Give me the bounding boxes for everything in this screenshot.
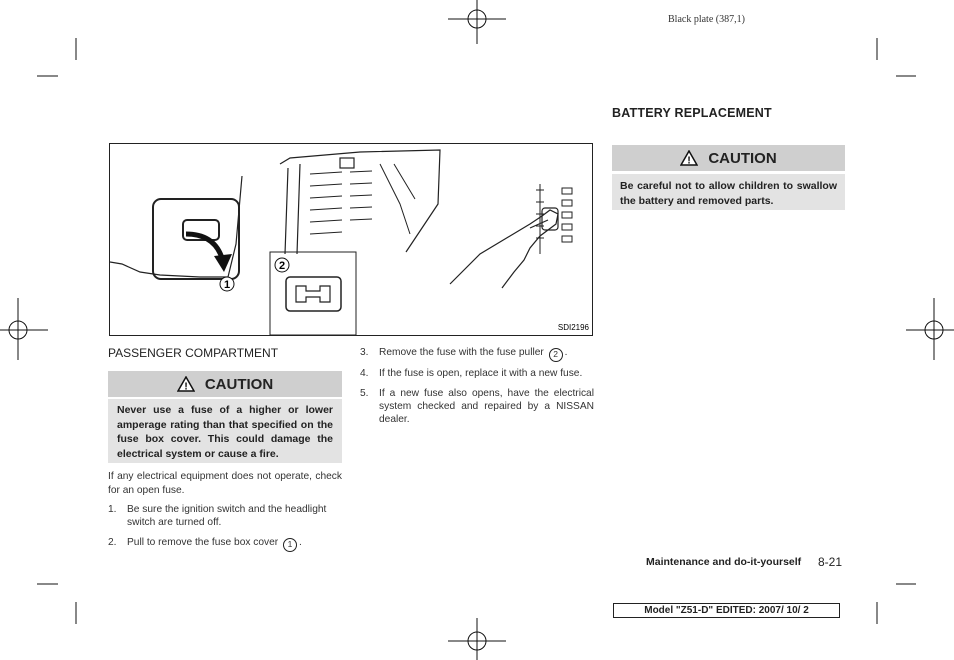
step-number: 4. [360, 368, 369, 379]
pull-arrow [186, 234, 222, 258]
callout-1-label: 1 [223, 279, 231, 291]
callout-2-label: 2 [278, 260, 286, 272]
caution-header-left [108, 371, 342, 397]
caution-title-right: CAUTION [708, 149, 777, 167]
step-end: . [299, 537, 302, 548]
step-text: If the fuse is open, replace it with a new fuse. [379, 368, 583, 379]
svg-text:!: ! [687, 155, 691, 166]
section-heading-battery: BATTERY REPLACEMENT [612, 106, 772, 120]
warning-icon [680, 150, 698, 166]
caution-header-right [612, 145, 845, 171]
step-number: 5. [360, 388, 369, 399]
section-heading-passenger: PASSENGER COMPARTMENT [108, 346, 279, 360]
list-item [108, 503, 342, 529]
svg-text:!: ! [184, 381, 188, 392]
illustration-drawing [110, 144, 592, 335]
warning-icon [177, 376, 195, 392]
list-item [360, 387, 594, 426]
step-number: 1. [108, 504, 117, 515]
step-text: If a new fuse also opens, have the electrical system checked and repaired by a NISSAN dealer. [379, 388, 594, 425]
step-text: Remove the fuse with the fuse puller [379, 347, 544, 358]
callout-ref: 2 [549, 348, 563, 362]
fuse-puller-icon [286, 277, 341, 311]
callout-ref: 1 [283, 538, 297, 552]
footer-section-label: Maintenance and do-it-yourself [646, 556, 802, 568]
fuse-box-illustration [109, 143, 593, 336]
step-end: . [564, 347, 568, 358]
caution-body-right: Be careful not to allow children to swallow the battery and removed parts. [612, 174, 845, 210]
caution-body-left: Never use a fuse of a higher or lower amperage rating than that specified on the fuse box cover. This could damage the electrical system or cause a fire. [108, 399, 342, 463]
step-text: Pull to remove the fuse box cover [127, 537, 279, 548]
step-text: Be sure the ignition switch and the headlight switch are turned off. [127, 504, 327, 528]
step-number: 3. [360, 347, 369, 358]
list-item [360, 367, 594, 380]
fuse-in-hand [542, 208, 558, 230]
model-edit-box: Model "Z51-D" EDITED: 2007/ 10/ 2 [613, 603, 840, 618]
figure-code: SDI2196 [557, 323, 589, 332]
step-number: 2. [108, 537, 117, 548]
fuse-slot [340, 158, 354, 168]
caution-title-left: CAUTION [204, 375, 274, 393]
list-item [360, 346, 594, 362]
intro-paragraph: If any electrical equipment does not operate, check for an open fuse. [108, 471, 342, 496]
fuse-box-frame [280, 150, 440, 252]
list-item [108, 536, 342, 552]
plate-label: Black plate (387,1) [668, 14, 745, 25]
page-number: 8-21 [818, 555, 843, 569]
